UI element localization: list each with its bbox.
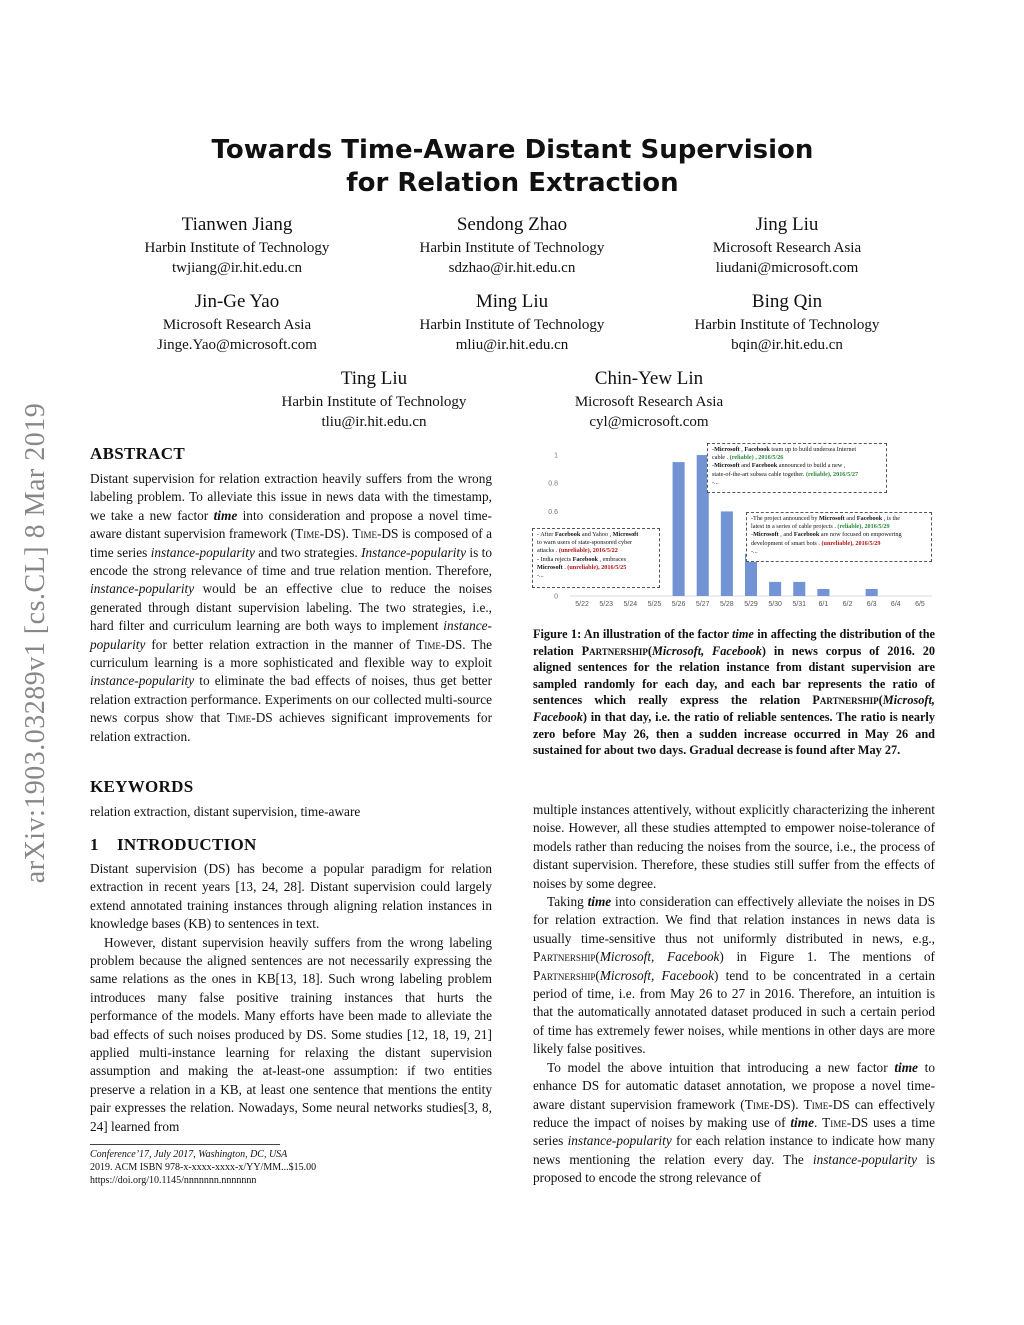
abstract-text: Distant supervision for relation extraction heavily suffers from the wrong labeling problem. To alleviate this issue in news data with the timestamp, we take a new factor time into consideration and propose a novel time-aware distant supervision framework (Time-DS). Time-DS is composed of a time series instance-popularity and two strategies. Instance-popularity is to encode the strong relevance of time and true relation mention. Therefore, instance-popularity would be an effective clue to reduce the noises generated through distant supervision labeling. The two strategies, i.e., hard filter and curriculum learning are both ways to implement instance-popularity for better relation extraction in the manner of Time-DS. The curriculum learning is a more sophisticated and flexible way to exploit instance-popularity to eliminate the bad effects of noises, thus get better relation extraction performance. Experiments on our collected multi-source news corpus show that Time-DS achieves significant improvements for relation extraction. [90, 471, 493, 744]
x-tick-label: 6/2 [842, 601, 853, 608]
author-block [519, 366, 779, 432]
x-tick-label: 6/1 [818, 601, 829, 608]
author-affiliation: Harbin Institute of Technology [419, 317, 605, 333]
footer-notes [90, 1144, 317, 1187]
x-tick-label: 6/3 [866, 601, 877, 608]
intro-paragraph-2: However, distant supervision heavily suffers from the wrong labeling problem because the aligned sentences are not necessarily expressing the same relations as the ones in KB[13, 18]. Such wrong labeling problem introduces many false positive training instances that hurts the performance of the models. Many efforts have been made to alleviate the bad effects of such noises produced by DS. Some studies [12, 18, 19, 21] applied multi-instance learning for relaxing the distant supervision assumption and making the at-least-one assumption: if two entities preserve a relation in a KB, at least one sentence that mentions the entity pair expresses the relation. Nowadays, Some neural networks studies[3, 8, 24] learned from [90, 934, 492, 1134]
paper-title [90, 134, 935, 200]
author-email: liudani@microsoft.com [715, 260, 859, 276]
author-affiliation: Harbin Institute of Technology [419, 240, 605, 256]
x-tick-label: 5/31 [792, 601, 807, 608]
annotation-left: - After Facebook and Yahoo , Microsoft to warn users of state-sponsored cyber attacks . (unreliable), 2016/5/22 - India rejects Facebook , embraces Microsoft . (unreliable), 2016/5/25 -... [532, 528, 660, 588]
author-name: Sendong Zhao [456, 214, 568, 235]
footer-isbn: 2019. ACM ISBN 978-x-xxxx-xxxx-x/YY/MM...$15.00 [90, 1162, 317, 1173]
author-block [244, 366, 504, 432]
author-name: Tianwen Jiang [181, 214, 293, 235]
footer-doi: https://doi.org/10.1145/nnnnnnn.nnnnnnn [90, 1175, 257, 1186]
keywords-text: relation extraction, distant supervision, time-aware [90, 804, 361, 819]
bar-6-1 [817, 589, 829, 596]
annotation-right: -The project announced by Microsoft and Facebook , is the latest in a series of cable projects . (reliable), 2016/5/29 -Microsoft , and Facebook are now focused on empowering development of smart bots . (unreliable), 2016/5/29 -... [746, 512, 932, 562]
x-tick-label: 5/28 [720, 601, 734, 608]
author-name: Ming Liu [475, 291, 549, 312]
right-paragraph-2: Taking time into consideration can effectively alleviate the noises in DS for relation extraction. We find that relation instances in news data is usually time-sensitive thus not uniformly distributed in news, e.g., Partnership(Microsoft, Facebook) in Figure 1. The mentions of Partnership(Microsoft, Facebook) tend to be concentrated in a certain period of time, i.e. from May 26 to 27 in 2016. Therefore, an intuition is that the automatically annotated dataset produced in such a certain period of time has extremely fewer noises, while mentions in other days are more likely false positives. [533, 894, 935, 1057]
introduction-heading: 1 INTRODUCTION [90, 835, 257, 854]
y-tick-label: 0.6 [548, 508, 558, 516]
introduction-section [90, 835, 492, 1136]
y-tick-label: 0 [554, 593, 558, 601]
keywords-heading: KEYWORDS [90, 777, 194, 796]
bar-5-26 [673, 462, 685, 596]
author-name: Chin-Yew Lin [594, 368, 704, 389]
author-email: sdzhao@ir.hit.edu.cn [448, 260, 576, 276]
author-block [107, 289, 367, 355]
author-email: cyl@microsoft.com [589, 414, 709, 430]
author-email: bqin@ir.hit.edu.cn [731, 337, 843, 353]
x-tick-label: 5/30 [768, 601, 782, 608]
footer-conference: Conference’17, July 2017, Washington, DC, USA [90, 1149, 288, 1160]
x-tick-label: 5/23 [599, 601, 614, 608]
author-block [657, 212, 917, 278]
right-column-text [533, 801, 935, 1188]
x-tick-label: 5/26 [671, 601, 686, 608]
abstract-heading: ABSTRACT [90, 444, 185, 463]
title-line-1: Towards Time-Aware Distant Supervision [211, 135, 814, 165]
author-affiliation: Harbin Institute of Technology [694, 317, 880, 333]
author-name: Bing Qin [751, 291, 823, 312]
author-name: Jing Liu [755, 214, 819, 235]
keywords-section [90, 777, 492, 821]
figure-1-caption: Figure 1: An illustration of the factor time in affecting the distribution of the relation Partnership(Microsoft, Facebook) in news corpus of 2016. 20 aligned sentences for the relation instance from distant supervision are sampled randomly for each day, and each bar represents the ratio of sentences which really express the relation Partnership(Microsoft, Facebook) in that day, i.e. the ratio of reliable sentences. The ratio is nearly zero before May 26, then a sudden increase occurred in May 26 and sustained for about two days. Gradual decrease is found after May 27. [533, 627, 935, 758]
bar-6-3 [866, 589, 878, 596]
right-paragraph-3: To model the above intuition that introducing a new factor time to enhance DS for automatic dataset annotation, we propose a novel time-aware distant supervision framework (Time-DS). Time-DS can effectively reduce the impact of noises by making use of time. Time-DS uses a time series instance-popularity for each relation instance to indicate how many news mentioning the relation every day. The instance-popularity is proposed to encode the strong relevance of [533, 1059, 936, 1186]
y-tick-label: 1 [554, 452, 558, 460]
bar-5-30 [769, 582, 781, 596]
author-affiliation: Microsoft Research Asia [574, 394, 724, 410]
x-tick-label: 5/22 [575, 601, 589, 608]
author-affiliation: Harbin Institute of Technology [144, 240, 330, 256]
author-block [382, 212, 642, 278]
x-tick-label: 6/5 [915, 601, 925, 608]
arxiv-stamp-text: arXiv:1903.03289v1 [cs.CL] 8 Mar 2019 [20, 402, 51, 883]
intro-paragraph-1: Distant supervision (DS) has become a popular paradigm for relation extraction in recent years [13, 24, 28]. Distant supervision could largely extend annotated training instances through aligning relation instances in knowledge bases (KB) to sentences in text. [90, 861, 492, 932]
bar-5-28 [721, 511, 733, 596]
bar-5-31 [793, 582, 805, 596]
author-affiliation: Harbin Institute of Technology [281, 394, 467, 410]
author-block [382, 289, 642, 355]
author-affiliation: Microsoft Research Asia [162, 317, 312, 333]
author-name: Jin-Ge Yao [194, 291, 280, 312]
abstract-section [90, 444, 492, 746]
author-block [107, 212, 367, 278]
author-email: Jinge.Yao@microsoft.com [157, 337, 317, 353]
right-paragraph-1: multiple instances attentively, without explicitly characterizing the inherent noise. However, all these studies attempted to empower noise-tolerance of models rather than reducing the noises from the source, i.e., the process of distant supervision. Therefore, these studies still suffer from the effects of noises by some degree. [533, 802, 935, 891]
author-affiliation: Microsoft Research Asia [712, 240, 862, 256]
author-email: tliu@ir.hit.edu.cn [321, 414, 427, 430]
title-line-2: for Relation Extraction [346, 168, 679, 198]
x-tick-label: 5/25 [647, 601, 662, 608]
author-block [657, 289, 917, 355]
x-tick-label: 5/29 [744, 601, 758, 608]
author-email: mliu@ir.hit.edu.cn [455, 337, 569, 353]
x-tick-label: 5/24 [623, 601, 638, 608]
author-name: Ting Liu [340, 368, 408, 389]
x-tick-label: 5/27 [695, 601, 710, 608]
arxiv-stamp [16, 360, 56, 925]
y-tick-label: 0.8 [548, 480, 558, 488]
author-email: twjiang@ir.hit.edu.cn [171, 260, 303, 276]
x-tick-label: 6/4 [890, 601, 901, 608]
figure-1-chart [530, 440, 940, 620]
annotation-top: -Microsoft , Facebook team up to build undersea Internet cable . (reliable) , 2016/5/26 -Microsoft and Facebook announced to build a new , state-of-the-art subsea cable together. (reliable), 2016/5/27 -... [707, 443, 887, 493]
